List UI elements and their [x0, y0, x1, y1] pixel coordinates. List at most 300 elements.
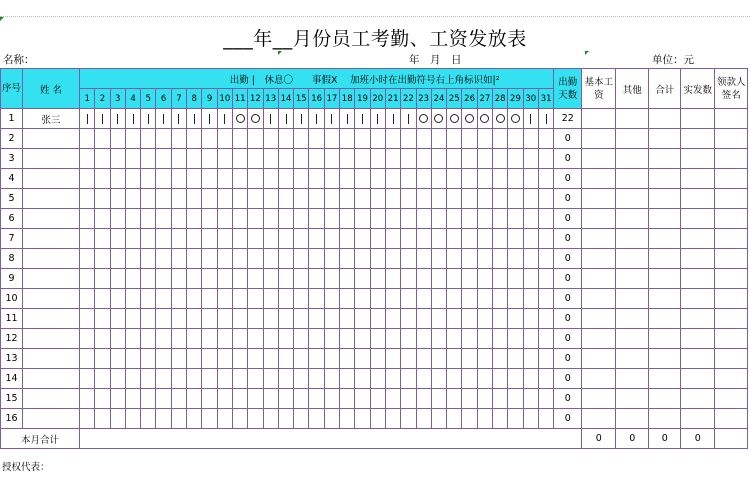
attendance-day-cell[interactable]	[401, 289, 416, 309]
base-salary-cell[interactable]	[582, 369, 616, 389]
attendance-day-cell[interactable]	[416, 269, 431, 289]
attendance-day-cell[interactable]	[232, 369, 247, 389]
base-salary-cell[interactable]	[582, 149, 616, 169]
attendance-day-cell[interactable]	[309, 329, 324, 349]
attendance-day-cell[interactable]	[447, 129, 462, 149]
attendance-day-cell[interactable]	[294, 109, 309, 129]
attendance-day-cell[interactable]	[493, 249, 508, 269]
attendance-day-cell[interactable]	[309, 229, 324, 249]
attendance-day-cell[interactable]	[447, 169, 462, 189]
signature-cell[interactable]	[715, 349, 748, 369]
signature-cell[interactable]	[715, 149, 748, 169]
attendance-day-cell[interactable]	[508, 169, 523, 189]
attendance-day-cell[interactable]	[416, 109, 431, 129]
attendance-day-cell[interactable]	[355, 309, 370, 329]
attendance-day-cell[interactable]	[202, 369, 217, 389]
attendance-day-cell[interactable]	[340, 209, 355, 229]
attendance-day-cell[interactable]	[370, 149, 385, 169]
attendance-day-cell[interactable]	[493, 349, 508, 369]
attendance-day-cell[interactable]	[401, 249, 416, 269]
attendance-day-cell[interactable]	[125, 409, 140, 429]
attendance-day-cell[interactable]	[187, 249, 202, 269]
attendance-day-cell[interactable]	[355, 269, 370, 289]
attendance-day-cell[interactable]	[156, 149, 171, 169]
attendance-day-cell[interactable]	[370, 209, 385, 229]
attendance-day-cell[interactable]	[324, 349, 339, 369]
attendance-day-cell[interactable]	[187, 409, 202, 429]
attendance-day-cell[interactable]	[263, 349, 278, 369]
attendance-day-cell[interactable]	[493, 409, 508, 429]
attendance-day-cell[interactable]	[110, 189, 125, 209]
base-salary-cell[interactable]	[582, 329, 616, 349]
attendance-day-cell[interactable]	[508, 209, 523, 229]
attendance-day-cell[interactable]	[447, 409, 462, 429]
attendance-day-cell[interactable]	[278, 389, 293, 409]
attendance-day-cell[interactable]	[202, 289, 217, 309]
attendance-day-cell[interactable]	[110, 109, 125, 129]
attendance-day-cell[interactable]	[232, 269, 247, 289]
attendance-day-cell[interactable]	[523, 269, 538, 289]
attendance-day-cell[interactable]	[431, 309, 446, 329]
attendance-day-cell[interactable]	[278, 209, 293, 229]
attendance-day-cell[interactable]	[355, 189, 370, 209]
attendance-day-cell[interactable]	[141, 229, 156, 249]
attendance-day-cell[interactable]	[385, 289, 400, 309]
attendance-day-cell[interactable]	[141, 249, 156, 269]
attendance-day-cell[interactable]	[538, 409, 553, 429]
attendance-day-cell[interactable]	[309, 349, 324, 369]
attendance-day-cell[interactable]	[217, 309, 232, 329]
signature-cell[interactable]	[715, 109, 748, 129]
attendance-day-cell[interactable]	[171, 329, 186, 349]
attendance-day-cell[interactable]	[156, 369, 171, 389]
attendance-day-cell[interactable]	[202, 229, 217, 249]
attendance-day-cell[interactable]	[248, 149, 263, 169]
signature-cell[interactable]	[715, 209, 748, 229]
attendance-day-cell[interactable]	[248, 129, 263, 149]
attendance-day-cell[interactable]	[385, 149, 400, 169]
attendance-day-cell[interactable]	[508, 109, 523, 129]
signature-cell[interactable]	[715, 249, 748, 269]
attendance-day-cell[interactable]	[95, 369, 110, 389]
attendance-day-cell[interactable]	[309, 289, 324, 309]
attendance-day-cell[interactable]	[110, 249, 125, 269]
attendance-day-cell[interactable]	[447, 209, 462, 229]
attendance-day-cell[interactable]	[263, 269, 278, 289]
attendance-day-cell[interactable]	[156, 129, 171, 149]
attendance-day-cell[interactable]	[462, 389, 477, 409]
signature-cell[interactable]	[715, 389, 748, 409]
attendance-day-cell[interactable]	[416, 329, 431, 349]
attendance-day-cell[interactable]	[232, 329, 247, 349]
attendance-day-cell[interactable]	[340, 149, 355, 169]
attendance-day-cell[interactable]	[217, 149, 232, 169]
attendance-day-cell[interactable]	[171, 289, 186, 309]
attendance-day-cell[interactable]	[232, 229, 247, 249]
attendance-day-cell[interactable]	[125, 149, 140, 169]
attendance-day-cell[interactable]	[462, 409, 477, 429]
attendance-day-cell[interactable]	[278, 129, 293, 149]
attendance-day-cell[interactable]	[156, 329, 171, 349]
attendance-day-cell[interactable]	[324, 329, 339, 349]
attendance-day-cell[interactable]	[248, 329, 263, 349]
attendance-day-cell[interactable]	[141, 209, 156, 229]
attendance-day-cell[interactable]	[125, 369, 140, 389]
attendance-day-cell[interactable]	[232, 249, 247, 269]
signature-cell[interactable]	[715, 309, 748, 329]
attendance-day-cell[interactable]	[202, 389, 217, 409]
attendance-day-cell[interactable]	[431, 189, 446, 209]
attendance-day-cell[interactable]	[248, 169, 263, 189]
attendance-day-cell[interactable]	[232, 189, 247, 209]
attendance-day-cell[interactable]	[278, 369, 293, 389]
attendance-day-cell[interactable]	[431, 269, 446, 289]
attendance-day-cell[interactable]	[370, 229, 385, 249]
attendance-day-cell[interactable]	[309, 269, 324, 289]
attendance-day-cell[interactable]	[202, 189, 217, 209]
attendance-day-cell[interactable]	[278, 269, 293, 289]
attendance-day-cell[interactable]	[202, 209, 217, 229]
attendance-day-cell[interactable]	[141, 169, 156, 189]
attendance-day-cell[interactable]	[278, 329, 293, 349]
attendance-day-cell[interactable]	[370, 109, 385, 129]
attendance-day-cell[interactable]	[80, 129, 95, 149]
attendance-day-cell[interactable]	[538, 329, 553, 349]
attendance-day-cell[interactable]	[385, 169, 400, 189]
attendance-day-cell[interactable]	[309, 129, 324, 149]
attendance-day-cell[interactable]	[340, 249, 355, 269]
attendance-day-cell[interactable]	[95, 289, 110, 309]
attendance-day-cell[interactable]	[263, 409, 278, 429]
attendance-day-cell[interactable]	[462, 149, 477, 169]
base-salary-cell[interactable]	[582, 129, 616, 149]
attendance-day-cell[interactable]	[447, 369, 462, 389]
attendance-day-cell[interactable]	[110, 369, 125, 389]
attendance-day-cell[interactable]	[263, 369, 278, 389]
attendance-day-cell[interactable]	[125, 269, 140, 289]
attendance-day-cell[interactable]	[340, 349, 355, 369]
attendance-day-cell[interactable]	[80, 329, 95, 349]
attendance-day-cell[interactable]	[217, 389, 232, 409]
attendance-day-cell[interactable]	[141, 329, 156, 349]
attendance-day-cell[interactable]	[447, 329, 462, 349]
attendance-day-cell[interactable]	[431, 149, 446, 169]
attendance-day-cell[interactable]	[477, 209, 492, 229]
attendance-day-cell[interactable]	[355, 329, 370, 349]
attendance-day-cell[interactable]	[217, 229, 232, 249]
attendance-day-cell[interactable]	[493, 149, 508, 169]
attendance-day-cell[interactable]	[340, 129, 355, 149]
attendance-day-cell[interactable]	[80, 389, 95, 409]
attendance-day-cell[interactable]	[401, 269, 416, 289]
attendance-day-cell[interactable]	[431, 169, 446, 189]
attendance-day-cell[interactable]	[385, 349, 400, 369]
attendance-day-cell[interactable]	[538, 249, 553, 269]
attendance-day-cell[interactable]	[370, 129, 385, 149]
attendance-day-cell[interactable]	[125, 329, 140, 349]
attendance-day-cell[interactable]	[416, 289, 431, 309]
attendance-day-cell[interactable]	[217, 329, 232, 349]
attendance-day-cell[interactable]	[370, 189, 385, 209]
attendance-day-cell[interactable]	[477, 349, 492, 369]
attendance-day-cell[interactable]	[462, 369, 477, 389]
employee-name-cell[interactable]	[23, 129, 80, 149]
attendance-day-cell[interactable]	[248, 369, 263, 389]
attendance-day-cell[interactable]	[447, 229, 462, 249]
attendance-day-cell[interactable]	[156, 389, 171, 409]
attendance-day-cell[interactable]	[202, 109, 217, 129]
attendance-day-cell[interactable]	[385, 189, 400, 209]
attendance-day-cell[interactable]	[187, 209, 202, 229]
other-cell[interactable]	[616, 149, 649, 169]
attendance-day-cell[interactable]	[324, 209, 339, 229]
attendance-day-cell[interactable]	[232, 309, 247, 329]
attendance-day-cell[interactable]	[431, 129, 446, 149]
attendance-day-cell[interactable]	[340, 309, 355, 329]
attendance-day-cell[interactable]	[278, 409, 293, 429]
attendance-day-cell[interactable]	[95, 269, 110, 289]
attendance-day-cell[interactable]	[385, 129, 400, 149]
attendance-day-cell[interactable]	[324, 369, 339, 389]
attendance-day-cell[interactable]	[370, 349, 385, 369]
attendance-day-cell[interactable]	[309, 249, 324, 269]
attendance-day-cell[interactable]	[385, 249, 400, 269]
attendance-day-cell[interactable]	[416, 409, 431, 429]
attendance-day-cell[interactable]	[523, 209, 538, 229]
attendance-day-cell[interactable]	[493, 129, 508, 149]
attendance-day-cell[interactable]	[125, 289, 140, 309]
employee-name-cell[interactable]	[23, 289, 80, 309]
attendance-day-cell[interactable]	[447, 349, 462, 369]
attendance-day-cell[interactable]	[202, 309, 217, 329]
attendance-day-cell[interactable]	[508, 249, 523, 269]
attendance-day-cell[interactable]	[263, 249, 278, 269]
signature-cell[interactable]	[715, 169, 748, 189]
attendance-day-cell[interactable]	[278, 229, 293, 249]
attendance-day-cell[interactable]	[385, 309, 400, 329]
attendance-day-cell[interactable]	[431, 389, 446, 409]
attendance-day-cell[interactable]	[385, 369, 400, 389]
attendance-day-cell[interactable]	[324, 389, 339, 409]
attendance-day-cell[interactable]	[80, 269, 95, 289]
attendance-day-cell[interactable]	[508, 229, 523, 249]
attendance-day-cell[interactable]	[370, 269, 385, 289]
attendance-day-cell[interactable]	[217, 109, 232, 129]
employee-name-cell[interactable]	[23, 189, 80, 209]
other-cell[interactable]	[616, 309, 649, 329]
attendance-day-cell[interactable]	[110, 229, 125, 249]
attendance-day-cell[interactable]	[309, 389, 324, 409]
signature-cell[interactable]	[715, 289, 748, 309]
attendance-day-cell[interactable]	[294, 289, 309, 309]
attendance-day-cell[interactable]	[355, 389, 370, 409]
attendance-day-cell[interactable]	[538, 269, 553, 289]
other-cell[interactable]	[616, 289, 649, 309]
attendance-day-cell[interactable]	[171, 349, 186, 369]
base-salary-cell[interactable]	[582, 249, 616, 269]
attendance-day-cell[interactable]	[416, 129, 431, 149]
attendance-day-cell[interactable]	[416, 229, 431, 249]
attendance-day-cell[interactable]	[294, 149, 309, 169]
attendance-day-cell[interactable]	[523, 389, 538, 409]
attendance-day-cell[interactable]	[248, 309, 263, 329]
attendance-day-cell[interactable]	[248, 209, 263, 229]
base-salary-cell[interactable]	[582, 349, 616, 369]
attendance-day-cell[interactable]	[248, 349, 263, 369]
base-salary-cell[interactable]	[582, 389, 616, 409]
attendance-day-cell[interactable]	[125, 129, 140, 149]
attendance-day-cell[interactable]	[110, 269, 125, 289]
attendance-day-cell[interactable]	[141, 309, 156, 329]
attendance-day-cell[interactable]	[263, 309, 278, 329]
attendance-day-cell[interactable]	[232, 129, 247, 149]
attendance-day-cell[interactable]	[355, 209, 370, 229]
attendance-day-cell[interactable]	[462, 329, 477, 349]
attendance-day-cell[interactable]	[156, 189, 171, 209]
attendance-day-cell[interactable]	[294, 249, 309, 269]
attendance-day-cell[interactable]	[95, 109, 110, 129]
attendance-day-cell[interactable]	[95, 129, 110, 149]
attendance-day-cell[interactable]	[141, 289, 156, 309]
other-cell[interactable]	[616, 229, 649, 249]
other-cell[interactable]	[616, 369, 649, 389]
attendance-day-cell[interactable]	[385, 329, 400, 349]
attendance-day-cell[interactable]	[431, 349, 446, 369]
attendance-day-cell[interactable]	[171, 269, 186, 289]
attendance-day-cell[interactable]	[370, 409, 385, 429]
signature-cell[interactable]	[715, 129, 748, 149]
attendance-day-cell[interactable]	[523, 169, 538, 189]
attendance-day-cell[interactable]	[431, 109, 446, 129]
attendance-day-cell[interactable]	[523, 289, 538, 309]
attendance-day-cell[interactable]	[340, 409, 355, 429]
attendance-day-cell[interactable]	[309, 209, 324, 229]
attendance-day-cell[interactable]	[370, 169, 385, 189]
attendance-day-cell[interactable]	[355, 289, 370, 309]
attendance-day-cell[interactable]	[538, 389, 553, 409]
attendance-day-cell[interactable]	[401, 229, 416, 249]
attendance-day-cell[interactable]	[370, 389, 385, 409]
attendance-day-cell[interactable]	[278, 349, 293, 369]
attendance-day-cell[interactable]	[493, 309, 508, 329]
signature-cell[interactable]	[715, 269, 748, 289]
attendance-day-cell[interactable]	[125, 349, 140, 369]
attendance-day-cell[interactable]	[324, 249, 339, 269]
attendance-day-cell[interactable]	[278, 169, 293, 189]
attendance-day-cell[interactable]	[447, 269, 462, 289]
attendance-day-cell[interactable]	[340, 289, 355, 309]
attendance-day-cell[interactable]	[401, 149, 416, 169]
attendance-day-cell[interactable]	[324, 169, 339, 189]
attendance-day-cell[interactable]	[477, 289, 492, 309]
attendance-day-cell[interactable]	[431, 369, 446, 389]
other-cell[interactable]	[616, 189, 649, 209]
attendance-day-cell[interactable]	[508, 269, 523, 289]
attendance-day-cell[interactable]	[294, 389, 309, 409]
attendance-day-cell[interactable]	[95, 209, 110, 229]
attendance-day-cell[interactable]	[523, 229, 538, 249]
attendance-day-cell[interactable]	[355, 229, 370, 249]
attendance-day-cell[interactable]	[508, 369, 523, 389]
attendance-day-cell[interactable]	[202, 249, 217, 269]
attendance-day-cell[interactable]	[141, 369, 156, 389]
attendance-day-cell[interactable]	[156, 249, 171, 269]
attendance-day-cell[interactable]	[477, 249, 492, 269]
attendance-day-cell[interactable]	[477, 329, 492, 349]
other-cell[interactable]	[616, 249, 649, 269]
attendance-day-cell[interactable]	[538, 309, 553, 329]
attendance-day-cell[interactable]	[508, 289, 523, 309]
attendance-day-cell[interactable]	[187, 169, 202, 189]
attendance-day-cell[interactable]	[95, 189, 110, 209]
attendance-day-cell[interactable]	[232, 409, 247, 429]
attendance-day-cell[interactable]	[141, 189, 156, 209]
attendance-day-cell[interactable]	[202, 329, 217, 349]
attendance-day-cell[interactable]	[156, 289, 171, 309]
attendance-day-cell[interactable]	[508, 349, 523, 369]
attendance-day-cell[interactable]	[202, 149, 217, 169]
attendance-day-cell[interactable]	[355, 349, 370, 369]
attendance-day-cell[interactable]	[156, 209, 171, 229]
attendance-day-cell[interactable]	[294, 129, 309, 149]
attendance-day-cell[interactable]	[355, 109, 370, 129]
attendance-day-cell[interactable]	[141, 389, 156, 409]
attendance-day-cell[interactable]	[370, 309, 385, 329]
employee-name-cell[interactable]: 张三	[23, 109, 80, 129]
attendance-day-cell[interactable]	[477, 229, 492, 249]
attendance-day-cell[interactable]	[538, 289, 553, 309]
employee-name-cell[interactable]	[23, 249, 80, 269]
attendance-day-cell[interactable]	[248, 289, 263, 309]
attendance-day-cell[interactable]	[340, 389, 355, 409]
attendance-day-cell[interactable]	[263, 289, 278, 309]
base-salary-cell[interactable]	[582, 109, 616, 129]
attendance-day-cell[interactable]	[187, 269, 202, 289]
attendance-day-cell[interactable]	[401, 389, 416, 409]
attendance-day-cell[interactable]	[401, 109, 416, 129]
other-cell[interactable]	[616, 129, 649, 149]
attendance-day-cell[interactable]	[416, 189, 431, 209]
attendance-day-cell[interactable]	[416, 369, 431, 389]
attendance-day-cell[interactable]	[125, 169, 140, 189]
attendance-day-cell[interactable]	[141, 349, 156, 369]
attendance-day-cell[interactable]	[156, 409, 171, 429]
signature-cell[interactable]	[715, 409, 748, 429]
attendance-day-cell[interactable]	[493, 269, 508, 289]
attendance-day-cell[interactable]	[95, 169, 110, 189]
attendance-day-cell[interactable]	[156, 109, 171, 129]
attendance-day-cell[interactable]	[493, 189, 508, 209]
attendance-day-cell[interactable]	[263, 209, 278, 229]
attendance-day-cell[interactable]	[462, 309, 477, 329]
attendance-day-cell[interactable]	[340, 229, 355, 249]
attendance-day-cell[interactable]	[447, 289, 462, 309]
attendance-day-cell[interactable]	[477, 109, 492, 129]
attendance-day-cell[interactable]	[462, 269, 477, 289]
attendance-day-cell[interactable]	[171, 389, 186, 409]
attendance-day-cell[interactable]	[171, 109, 186, 129]
attendance-day-cell[interactable]	[80, 149, 95, 169]
signature-cell[interactable]	[715, 369, 748, 389]
attendance-day-cell[interactable]	[125, 249, 140, 269]
employee-name-cell[interactable]	[23, 329, 80, 349]
attendance-day-cell[interactable]	[248, 249, 263, 269]
attendance-day-cell[interactable]	[294, 349, 309, 369]
attendance-day-cell[interactable]	[462, 249, 477, 269]
attendance-day-cell[interactable]	[187, 129, 202, 149]
base-salary-cell[interactable]	[582, 229, 616, 249]
attendance-day-cell[interactable]	[462, 129, 477, 149]
